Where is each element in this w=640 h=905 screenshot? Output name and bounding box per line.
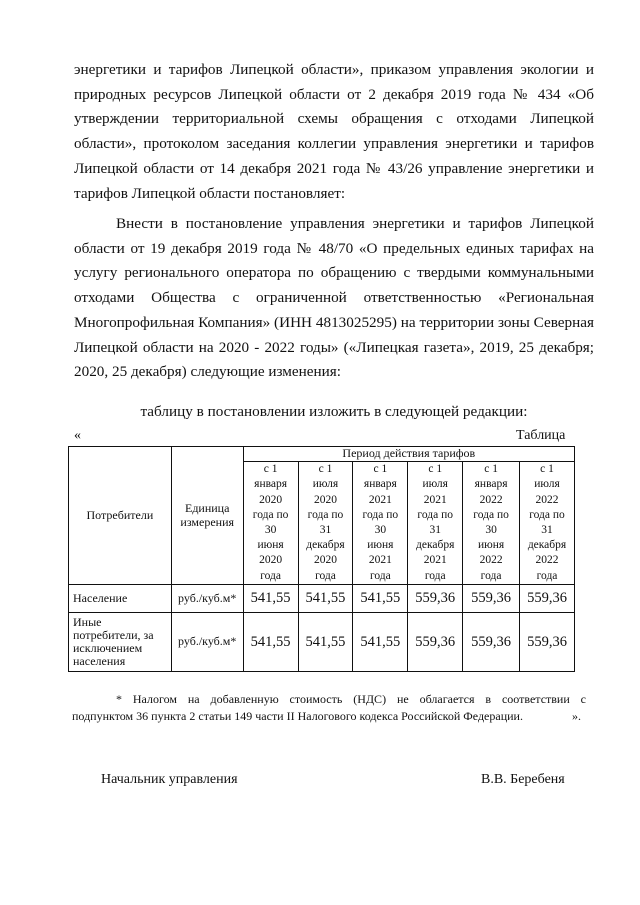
tariff-value: 541,55 bbox=[353, 613, 408, 672]
intro-line: Липецкой области от 14 декабря 2021 года № 43/26 управление энергетики и bbox=[74, 159, 594, 177]
table-row bbox=[69, 613, 575, 672]
tariff-value: 559,36 bbox=[520, 585, 575, 613]
consumer-cell: Население bbox=[69, 585, 172, 613]
unit-cell: руб./куб.м* bbox=[171, 585, 243, 613]
period-col-3: с 1 января 2021 года по 30 июня 2021 года bbox=[353, 462, 408, 585]
table-intro: таблицу в постановлении изложить в следующей редакции: bbox=[140, 403, 528, 420]
amend-line: 2020, 25 декабря) следующие изменения: bbox=[74, 363, 341, 381]
unit-cell: руб./куб.м* bbox=[171, 613, 243, 672]
amend-line: Липецкой области на 2020 - 2022 годы» («Липецкая газета», 2019, 25 декабря; bbox=[74, 338, 594, 356]
intro-line: области», протоколом заседания коллегии управления энергетики и тарифов bbox=[74, 135, 594, 153]
period-col-6: с 1 июля 2022 года по 31 декабря 2022 года bbox=[520, 462, 575, 585]
intro-line: энергетики и тарифов Липецкой области», приказом управления экологии и bbox=[74, 61, 594, 78]
tariff-value: 559,36 bbox=[463, 585, 520, 613]
intro-line: утверждении территориальной схемы обращения с отходами Липецкой bbox=[74, 110, 594, 128]
signature-name: В.В. Беребеня bbox=[481, 772, 565, 787]
quote-close: ». bbox=[572, 709, 581, 723]
amend-line: Многопрофильная Компания» (ИНН 4813025295) на территории зоны Северная bbox=[74, 313, 594, 331]
period-col-1: с 1 января 2020 года по 30 июня 2020 года bbox=[243, 462, 298, 585]
footnote-line: подпунктом 36 пункта 2 статьи 149 части II Налогового кодекса Российской Федерации. ». bbox=[72, 709, 581, 723]
table-row bbox=[69, 585, 575, 613]
table-label: Таблица bbox=[516, 428, 566, 443]
amendment-paragraph bbox=[74, 212, 594, 385]
tariff-table bbox=[68, 446, 575, 672]
intro-line: тарифов Липецкой области постановляет: bbox=[74, 184, 346, 202]
tariff-value: 541,55 bbox=[243, 585, 298, 613]
period-col-5: с 1 января 2022 года по 30 июня 2022 года bbox=[463, 462, 520, 585]
tariff-value: 541,55 bbox=[298, 585, 353, 613]
quote-open: « bbox=[74, 428, 81, 443]
header-consumers: Потребители bbox=[69, 447, 172, 585]
footnote bbox=[72, 691, 586, 725]
amend-line: услугу регионального оператора по обращению с твердыми коммунальными bbox=[74, 264, 594, 282]
tariff-value: 559,36 bbox=[463, 613, 520, 672]
period-col-2: с 1 июля 2020 года по 31 декабря 2020 года bbox=[298, 462, 353, 585]
footnote-line: * Налогом на добавленную стоимость (НДС) не облагается в соответствии с bbox=[116, 692, 586, 706]
intro-paragraph bbox=[74, 58, 594, 206]
tariff-value: 559,36 bbox=[408, 613, 463, 672]
tariff-value: 559,36 bbox=[408, 585, 463, 613]
amend-line: Внести в постановление управления энергетики и тарифов Липецкой bbox=[116, 215, 594, 232]
amend-line: отходами Общества с ограниченной ответственностью «Региональная bbox=[74, 289, 594, 307]
amend-line: области от 19 декабря 2019 года № 48/70 «О предельных единых тарифах на bbox=[74, 239, 594, 257]
intro-line: природных ресурсов Липецкой области от 2 декабря 2019 года № 434 «Об bbox=[74, 85, 594, 103]
consumer-cell: Иные потребители, за исключением населения bbox=[69, 613, 172, 672]
header-period: Период действия тарифов bbox=[243, 447, 574, 462]
tariff-value: 541,55 bbox=[298, 613, 353, 672]
tariff-value: 559,36 bbox=[520, 613, 575, 672]
header-unit: Единица измерения bbox=[171, 447, 243, 585]
tariff-value: 541,55 bbox=[243, 613, 298, 672]
signature-position: Начальник управления bbox=[101, 772, 238, 787]
period-col-4: с 1 июля 2021 года по 31 декабря 2021 года bbox=[408, 462, 463, 585]
tariff-value: 541,55 bbox=[353, 585, 408, 613]
